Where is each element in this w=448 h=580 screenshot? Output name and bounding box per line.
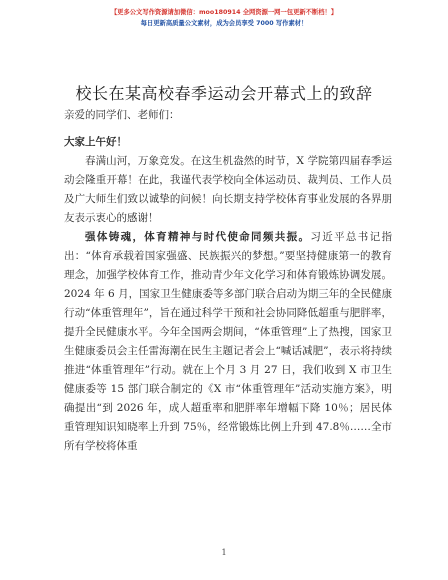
promo-banner-line-2: 每日更新高质量公文素材，成为会员享受 7000 写作素材！ [140,20,308,27]
paragraph-2-text: 习近平总书记指出：“体育承载着国家强盛、民族振兴的梦想。”要坚持健康第一的教育理念，加强学校体育工作，推动青少年文化学习和体育锻炼协调发展。2024 年 6 月，国家卫生健康委等多部门联合启动为期三年的全民健康行动“体重管理年”，旨在通过科学干预和社会协同降低超重与肥胖率，提升全民健康水平。今年全国两会期间，“体重管理”上了热搜，国家卫生健康委员会主任雷海潮在民生主题记者会上“喊话减肥”，表示将持续推进“体重管理年”行动。就在上个月 3 月 27 日，我们收到 X 市卫生健康委等 15 部门联合制定的《X 市“体重管理年”活动实施方案》，明确提出“到 2026 年，成人超重率和肥胖率年增幅下降 10％；居民体重管理知识知晓率上升到 75％，经常锻炼比例上升到 47.8％……全市所有学校将体重 [64,231,393,452]
paragraph-2-heading: 强体铸魂，体育精神与时代使命同频共振。 [85,231,311,243]
document-title: 校长在某高校春季运动会开幕式上的致辞 [75,84,373,103]
document-body [64,106,392,456]
greeting: 大家上午好！ [64,136,127,148]
paragraph-2 [64,228,392,456]
paragraph-1: 春满山河，万象竞发。在这生机盎然的时节，X 学院第四届春季运动会隆重开幕！在此，我谨代表学校向全体运动员、裁判员、工作人员及广大师生们致以诚挚的问候！向长期支持学校体育事业发展的各界朋友表示衷心的感谢！ [64,155,392,224]
promo-banner-line-1: 【更多公文写作资源请加微信：moo180914 全网资源一网一包更新不断档！】 [110,9,338,16]
page-number: 1 [221,548,227,557]
salutation: 亲爱的同学们、老师们： [64,109,180,121]
